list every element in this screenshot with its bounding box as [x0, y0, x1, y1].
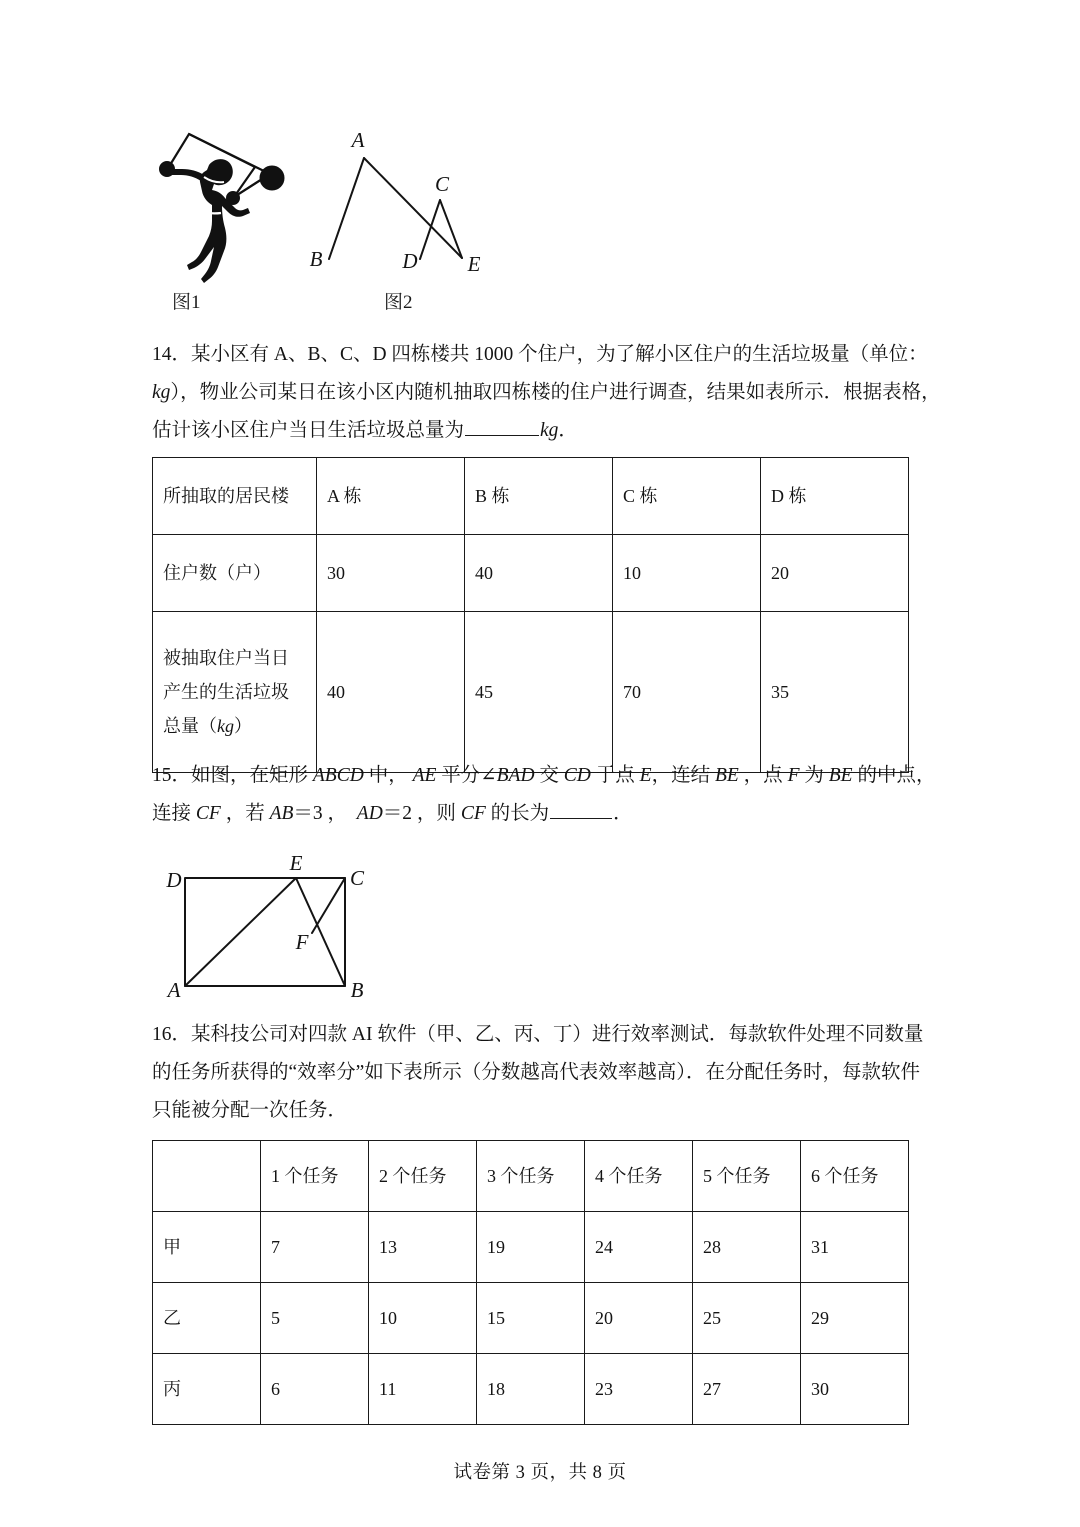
hammer-thrower-figure: [152, 125, 292, 290]
row-header-household-count: 住户数（户）: [153, 535, 317, 612]
cell-yi-4: 20: [585, 1283, 693, 1354]
cell-yi-1: 5: [261, 1283, 369, 1354]
question-15-text: [152, 757, 942, 833]
q15-answer-blank[interactable]: [550, 801, 612, 819]
q16-line-3: 只能被分配一次任务．: [152, 1100, 348, 1121]
col-header-6-tasks: 6 个任务: [801, 1141, 909, 1212]
angle-diagram-figure: [302, 125, 492, 290]
q15-line-2: 连接 CF ，若 AB＝3 ， AD＝2 ，则 CF 的长为 ．: [152, 803, 633, 824]
col-header-5-tasks: 5 个任务: [693, 1141, 801, 1212]
cell-bing-6: 30: [801, 1354, 909, 1425]
figure-1-caption: 图1: [172, 292, 201, 313]
ai-software-efficiency-table: [152, 1140, 909, 1425]
q14-kg-italic: kg: [152, 382, 171, 403]
cell-count-c: 10: [613, 535, 761, 612]
row-label-jia: 甲: [153, 1212, 261, 1283]
cell-garbage-c: 70: [613, 612, 761, 773]
q14-line-3: [152, 412, 942, 450]
cell-jia-6: 31: [801, 1212, 909, 1283]
row-header-line-2: 产生的生活垃圾: [163, 682, 289, 702]
q16-line-2: 的任务所获得的“效率分”如下表所示（分数越高代表效率越高）．在分配任务时，每款软件: [152, 1062, 921, 1083]
row-label-bing: 丙: [153, 1354, 261, 1425]
question-16-text: [152, 1016, 942, 1130]
col-header-2-tasks: 2 个任务: [369, 1141, 477, 1212]
row-label-yi: 乙: [153, 1283, 261, 1354]
households-garbage-table: [152, 457, 909, 773]
cell-yi-3: 15: [477, 1283, 585, 1354]
cell-bing-4: 23: [585, 1354, 693, 1425]
col-header-1-task: 1 个任务: [261, 1141, 369, 1212]
fig2-label-A: A: [351, 128, 365, 152]
cell-count-b: 40: [465, 535, 613, 612]
cell-jia-4: 24: [585, 1212, 693, 1283]
q14-line-2: [152, 374, 942, 412]
col-header-4-tasks: 4 个任务: [585, 1141, 693, 1212]
q14-line-3-period: ．: [558, 420, 578, 441]
table-header-row: [153, 1141, 909, 1212]
row-header-kg-italic: kg: [217, 716, 234, 736]
cell-garbage-a: 40: [317, 612, 465, 773]
table-row: [153, 535, 909, 612]
table-row: [153, 1212, 909, 1283]
fig15-label-D: D: [166, 868, 182, 892]
cell-yi-6: 29: [801, 1283, 909, 1354]
cell-yi-2: 10: [369, 1283, 477, 1354]
cell-garbage-d: 35: [761, 612, 909, 773]
rectangle-abcd-figure: [152, 855, 372, 1008]
row-header-line-1: 被抽取住户当日: [163, 648, 289, 668]
cell-bing-1: 6: [261, 1354, 369, 1425]
row-header-building: 所抽取的居民楼: [153, 458, 317, 535]
fig2-label-D: D: [402, 249, 418, 273]
cell-jia-5: 28: [693, 1212, 801, 1283]
cell-garbage-b: 45: [465, 612, 613, 773]
q14-line-1: 14．某小区有 A、B、C、D 四栋楼共 1000 个住户，为了解小区住户的生活垃圾量（单位：: [152, 344, 928, 365]
cell-building-c: C 栋: [613, 458, 761, 535]
figure-2-caption: 图2: [384, 292, 413, 313]
cell-building-b: B 栋: [465, 458, 613, 535]
fig15-label-B: B: [350, 978, 364, 1002]
table-row: [153, 612, 909, 773]
fig15-label-F: F: [295, 930, 309, 954]
table-row: [153, 458, 909, 535]
q14-line-3-lead: 估计该小区住户当日生活垃圾总量为: [152, 420, 465, 441]
q15-line-1: 15．如图，在矩形 ABCD 中， AE 平分∠BAD 交 CD 于点 E，连结 BE ，点 F 为 BE 的中点，: [152, 765, 936, 786]
fig15-label-C: C: [349, 866, 365, 890]
cell-jia-3: 19: [477, 1212, 585, 1283]
corner-cell: [153, 1141, 261, 1212]
cell-jia-2: 13: [369, 1212, 477, 1283]
cell-bing-3: 18: [477, 1354, 585, 1425]
cell-jia-1: 7: [261, 1212, 369, 1283]
fig15-label-E: E: [289, 855, 303, 875]
table-row: [153, 1283, 909, 1354]
row-header-line-3: 总量（kg）: [163, 716, 252, 736]
cell-bing-2: 11: [369, 1354, 477, 1425]
cell-count-d: 20: [761, 535, 909, 612]
fig15-label-A: A: [167, 978, 181, 1002]
row-header-garbage-total: [153, 612, 317, 773]
q14-answer-blank[interactable]: [465, 418, 539, 436]
page-footer: 试卷第 3 页，共 8 页: [453, 1463, 627, 1483]
cell-bing-5: 27: [693, 1354, 801, 1425]
q15-period: ．: [613, 803, 633, 824]
fig2-label-C: C: [434, 172, 450, 196]
q14-line-2-rest: ），物业公司某日在该小区内随机抽取四栋楼的住户进行调查，结果如表所示．根据表格，: [170, 382, 941, 403]
cell-building-d: D 栋: [761, 458, 909, 535]
cell-building-a: A 栋: [317, 458, 465, 535]
fig2-label-B: B: [309, 247, 323, 271]
q14-unit-kg: kg: [540, 420, 559, 441]
col-header-3-tasks: 3 个任务: [477, 1141, 585, 1212]
cell-count-a: 30: [317, 535, 465, 612]
fig2-label-E: E: [467, 252, 481, 276]
q16-line-1: 16．某科技公司对四款 AI 软件（甲、乙、丙、丁）进行效率测试．每款软件处理不同数量: [152, 1024, 924, 1045]
table-row: [153, 1354, 909, 1425]
cell-yi-5: 25: [693, 1283, 801, 1354]
figures-row: [152, 125, 552, 315]
question-14-text: [152, 336, 942, 450]
